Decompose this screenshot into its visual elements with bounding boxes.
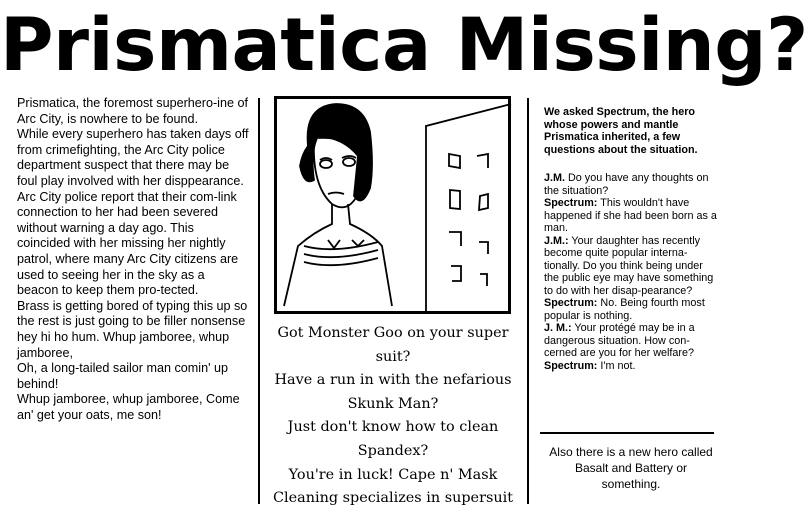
ad-line: You're in luck! Cape n' Mask Cleaning specializes in supersuit — [273, 466, 513, 507]
qa-line — [544, 197, 720, 235]
footnote: Also there is a new hero called Basalt and Battery or something. — [549, 445, 713, 491]
ad-line: Got Monster Goo on your super suit? — [277, 325, 509, 365]
qa-text: Do you have any thoughts on the situation? — [544, 172, 709, 197]
interview-column — [544, 106, 720, 372]
footnote-divider — [540, 432, 714, 434]
qa-speaker: Spectrum: — [544, 297, 598, 309]
article-paragraph: While every superhero has taken days off from crimefighting, the Arc City police department suspect that there may be foul play involved with her disppearance. — [17, 127, 249, 188]
qa-speaker: Spectrum: — [544, 197, 598, 209]
qa-text: Your daughter has recently become quite popular interna-tionally. Do you think being under the public eye may have something to do with her disap-pearance? — [544, 234, 714, 297]
qa-line — [544, 360, 720, 373]
column-divider-left — [258, 98, 260, 504]
ad-line: Just don't know how to clean Spandex? — [287, 419, 499, 459]
qa-speaker: J.M. — [544, 172, 565, 184]
ad-line: Have a run in with the nefarious Skunk Man? — [274, 372, 512, 412]
qa-text: Your protégé may be in a dangerous situation. How con-cerned are you for her welfare? — [544, 322, 695, 359]
interview-intro: We asked Spectrum, the hero whose powers and mantle Prismatica inherited, a few questions about the situation. — [544, 106, 698, 156]
qa-speaker: Spectrum: — [544, 359, 598, 372]
article-paragraph: Brass is getting bored of typing this up so the rest is just going to be filler nonsense hey hi ho hum. Whup jamboree, whup jamboree, — [17, 298, 248, 360]
qa-line — [544, 235, 720, 298]
column-divider-right — [527, 98, 529, 504]
ad-illustration — [274, 96, 511, 314]
qa-speaker: J. M.: — [544, 322, 572, 334]
cleaning-ad — [268, 322, 518, 511]
article-left-column — [17, 96, 249, 423]
article-paragraph: Oh, a long-tailed sailor man comin' up behind! — [17, 361, 229, 391]
qa-line — [544, 172, 720, 197]
interview-qa — [544, 172, 720, 372]
qa-text: This wouldn't have happened if she had been born as a man. — [544, 197, 717, 234]
qa-text: I'm not. — [600, 359, 636, 372]
qa-speaker: J.M.: — [544, 234, 569, 247]
qa-text: No. Being fourth most popular is nothing. — [544, 297, 705, 322]
article-paragraph: Arc City police report that their com-link connection to her had been severed without warning a day ago. This coincided with her missing her nightly patrol, where many Arc City citizens are used to seeing her in the sky as a beacon to keep them pro-tected. — [17, 189, 239, 298]
article-paragraph: Whup jamboree, whup jamboree, Come an' get your oats, me son! — [17, 392, 240, 422]
article-paragraph: Prismatica, the foremost superhero-ine of Arc City, is nowhere to be found. — [17, 96, 248, 126]
headline: Prismatica Missing? — [0, 3, 808, 88]
qa-line — [544, 322, 720, 360]
qa-line — [544, 297, 720, 322]
